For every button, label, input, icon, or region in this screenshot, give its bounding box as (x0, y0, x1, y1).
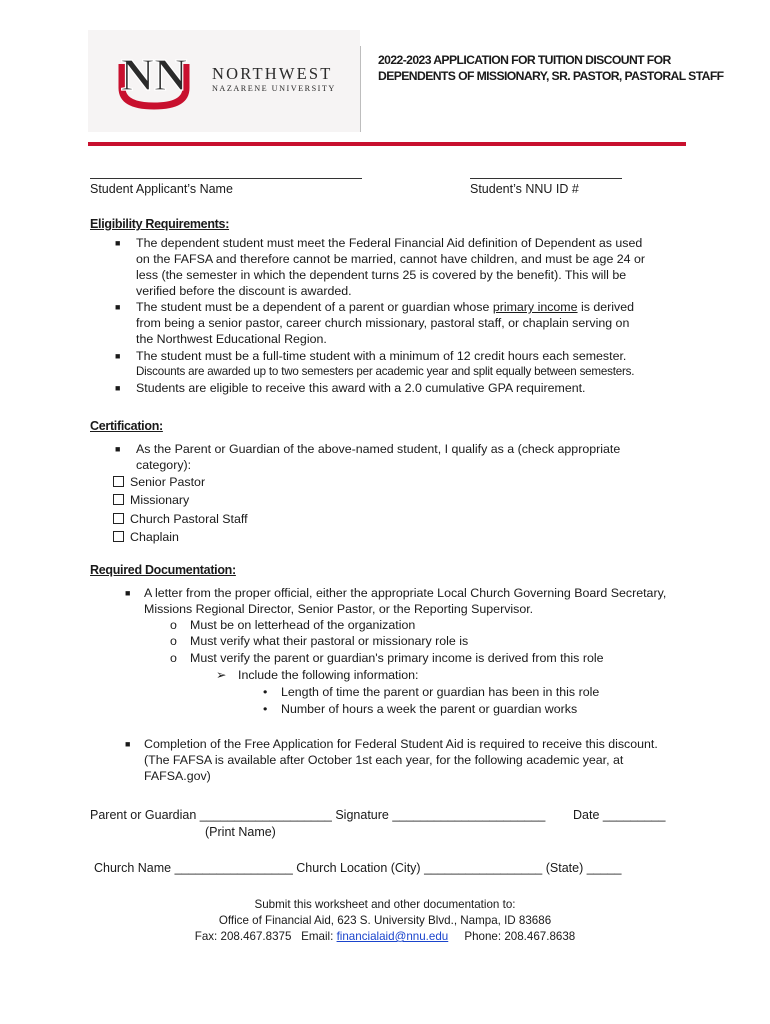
eligibility-item-1: The dependent student must meet the Federal Financial Aid definition of Dependent as used on the FAFSA and therefore cannot be married, cannot have children, and must be age 24 or less (the semester in which the dependent turns 25 is covered by the benefit). This will be verified before the discount is awarded. (136, 236, 646, 298)
print-name-caption: (Print Name) (205, 825, 276, 839)
documentation-subitem-text: Must verify the parent or guardian's primary income is derived from this role (190, 651, 604, 665)
header-divider (360, 46, 361, 132)
checkbox-icon[interactable] (113, 513, 124, 524)
church-info-line[interactable]: Church Name _________________ Church Location (City) _________________ (State) _____ (94, 861, 622, 875)
bullet-icon: ■ (125, 588, 131, 598)
header-rule (88, 142, 686, 146)
bullet-icon: ■ (115, 383, 121, 393)
bullet-icon: ■ (125, 739, 131, 749)
eligibility-item-4: Students are eligible to receive this award with a 2.0 cumulative GPA requirement. (136, 381, 586, 395)
documentation-dot-item: Length of time the parent or guardian has been in this role (281, 685, 600, 699)
documentation-subitem: o (170, 651, 177, 665)
footer-contact: Fax: 208.467.8375 Email: financialaid@nnu.edu Phone: 208.467.8638 (194, 930, 576, 943)
email-link[interactable]: financialaid@nnu.edu (336, 930, 449, 943)
student-name-label: Student Applicant’s Name (90, 182, 233, 196)
fax-number: Fax: 208.467.8375 (194, 930, 292, 943)
documentation-subitem: o (170, 634, 177, 648)
title-line-1: 2022-2023 APPLICATION FOR TUITION DISCOUNT FOR (378, 53, 671, 67)
bullet-icon: ■ (115, 238, 121, 248)
documentation-subitem-text: Must verify what their pastoral or missionary role is (190, 634, 469, 648)
university-name: NORTHWEST (212, 64, 333, 83)
documentation-subitem-text: Must be on letterhead of the organization (190, 618, 416, 632)
eligibility-item-3: The student must be a full-time student with a minimum of 12 credit hours each semester. Discounts are awarded up to two semesters per academic year and split equally between semesters. (136, 349, 635, 378)
bullet-icon: ■ (115, 351, 121, 361)
documentation-heading: Required Documentation: (90, 563, 236, 577)
arrow-icon: ➢ (216, 668, 227, 682)
university-subtitle: NAZARENE UNIVERSITY (212, 84, 336, 93)
footer-line-1: Submit this worksheet and other documentation to: (254, 898, 516, 911)
phone-number: Phone: 208.467.8638 (464, 930, 576, 943)
date-line[interactable]: Date _________ (573, 808, 666, 822)
eligibility-item-2: The student must be a dependent of a parent or guardian whose primary income is derived from being a senior pastor, career church missionary, pastoral staff, or chaplain serving on the Northwest Educational Region. (136, 300, 635, 346)
bullet-icon: ■ (115, 444, 121, 454)
documentation-arrow-item: Include the following information: (238, 668, 419, 682)
dot-icon: • (263, 702, 268, 716)
logo-letters: NN (120, 49, 188, 100)
checkbox-icon[interactable] (113, 531, 124, 542)
nnu-logo (102, 46, 206, 110)
student-name-field[interactable] (90, 178, 362, 179)
bullet-icon: ■ (115, 302, 121, 312)
checkbox-chaplain[interactable]: Chaplain (113, 530, 179, 544)
documentation-item-2: Completion of the Free Application for Federal Student Aid is required to receive this discount. (The FAFSA is available after October 1st each year, for the following academic year, at FAFSA.gov) (144, 737, 658, 783)
primary-income-underlined: primary income (492, 300, 578, 314)
certification-statement: As the Parent or Guardian of the above-named student, I qualify as a (check appropriate category): (136, 442, 621, 472)
checkbox-senior-pastor[interactable]: Senior Pastor (113, 475, 205, 489)
student-id-field[interactable] (470, 178, 622, 179)
checkbox-icon[interactable] (113, 476, 124, 487)
student-id-label: Student’s NNU ID # (470, 182, 579, 196)
certification-heading: Certification: (90, 419, 163, 433)
documentation-item-1: A letter from the proper official, either the appropriate Local Church Governing Board Secretary, Missions Regional Director, Senior Pastor, or the Reporting Supervisor. (144, 586, 667, 616)
eligibility-heading: Eligibility Requirements: (90, 217, 230, 231)
title-line-2: DEPENDENTS OF MISSIONARY, SR. PASTOR, PASTORAL STAFF (378, 69, 724, 83)
dot-icon: • (263, 685, 268, 699)
checkbox-missionary[interactable]: Missionary (113, 493, 189, 507)
footer-line-2: Office of Financial Aid, 623 S. University Blvd., Nampa, ID 83686 (218, 914, 552, 927)
parent-signature-line[interactable]: Parent or Guardian ___________________ Signature ______________________ (90, 808, 546, 822)
documentation-dot-item: Number of hours a week the parent or guardian works (281, 702, 578, 716)
documentation-subitem: o (170, 618, 177, 632)
document-title (378, 52, 724, 84)
checkbox-icon[interactable] (113, 494, 124, 505)
checkbox-church-pastoral-staff[interactable]: Church Pastoral Staff (113, 512, 248, 526)
